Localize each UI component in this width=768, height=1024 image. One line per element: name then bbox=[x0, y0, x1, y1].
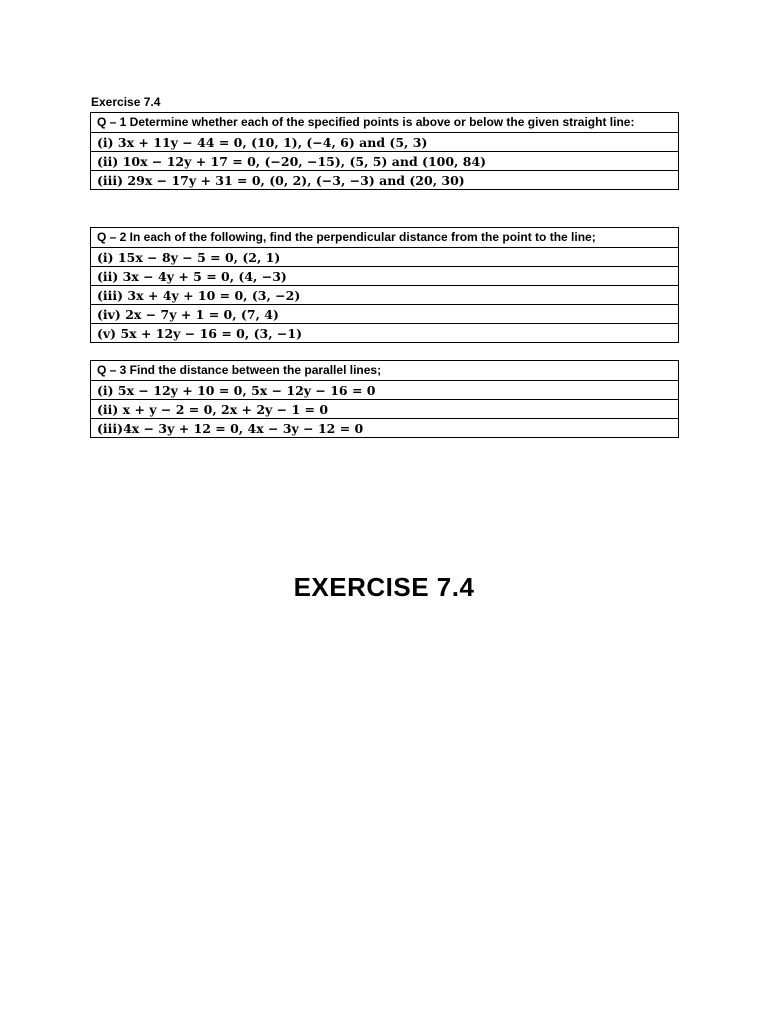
question-2-item-v: (v) 5x + 12y − 16 = 0, (3, −1) bbox=[91, 324, 679, 343]
question-3-item-ii: (ii) x + y − 2 = 0, 2x + 2y − 1 = 0 bbox=[91, 400, 679, 419]
question-1-item-ii: (ii) 10x − 12y + 17 = 0, (−20, −15), (5, 5) and (100, 84) bbox=[91, 152, 679, 171]
question-2-heading: Q – 2 In each of the following, find the perpendicular distance from the point to the line; bbox=[91, 228, 679, 248]
question-3-item-i: (i) 5x − 12y + 10 = 0, 5x − 12y − 16 = 0 bbox=[91, 381, 679, 400]
question-2-item-ii: (ii) 3x − 4y + 5 = 0, (4, −3) bbox=[91, 267, 679, 286]
exercise-label: Exercise 7.4 bbox=[91, 95, 161, 109]
question-3-item-iii: (iii)4x − 3y + 12 = 0, 4x − 3y − 12 = 0 bbox=[91, 419, 679, 438]
question-2-table bbox=[90, 227, 679, 343]
question-2-item-iii: (iii) 3x + 4y + 10 = 0, (3, −2) bbox=[91, 286, 679, 305]
question-2-item-i: (i) 15x − 8y − 5 = 0, (2, 1) bbox=[91, 248, 679, 267]
question-1-item-i: (i) 3x + 11y − 44 = 0, (10, 1), (−4, 6) and (5, 3) bbox=[91, 133, 679, 152]
question-1-heading: Q – 1 Determine whether each of the specified points is above or below the given straight line: bbox=[91, 113, 679, 133]
question-3-heading: Q – 3 Find the distance between the parallel lines; bbox=[91, 361, 679, 381]
question-2-item-iv: (iv) 2x − 7y + 1 = 0, (7, 4) bbox=[91, 305, 679, 324]
page-title: EXERCISE 7.4 bbox=[293, 572, 475, 602]
question-1-item-iii: (iii) 29x − 17y + 31 = 0, (0, 2), (−3, −3) and (20, 30) bbox=[91, 171, 679, 190]
question-3-table bbox=[90, 360, 679, 438]
question-1-table bbox=[90, 112, 679, 190]
